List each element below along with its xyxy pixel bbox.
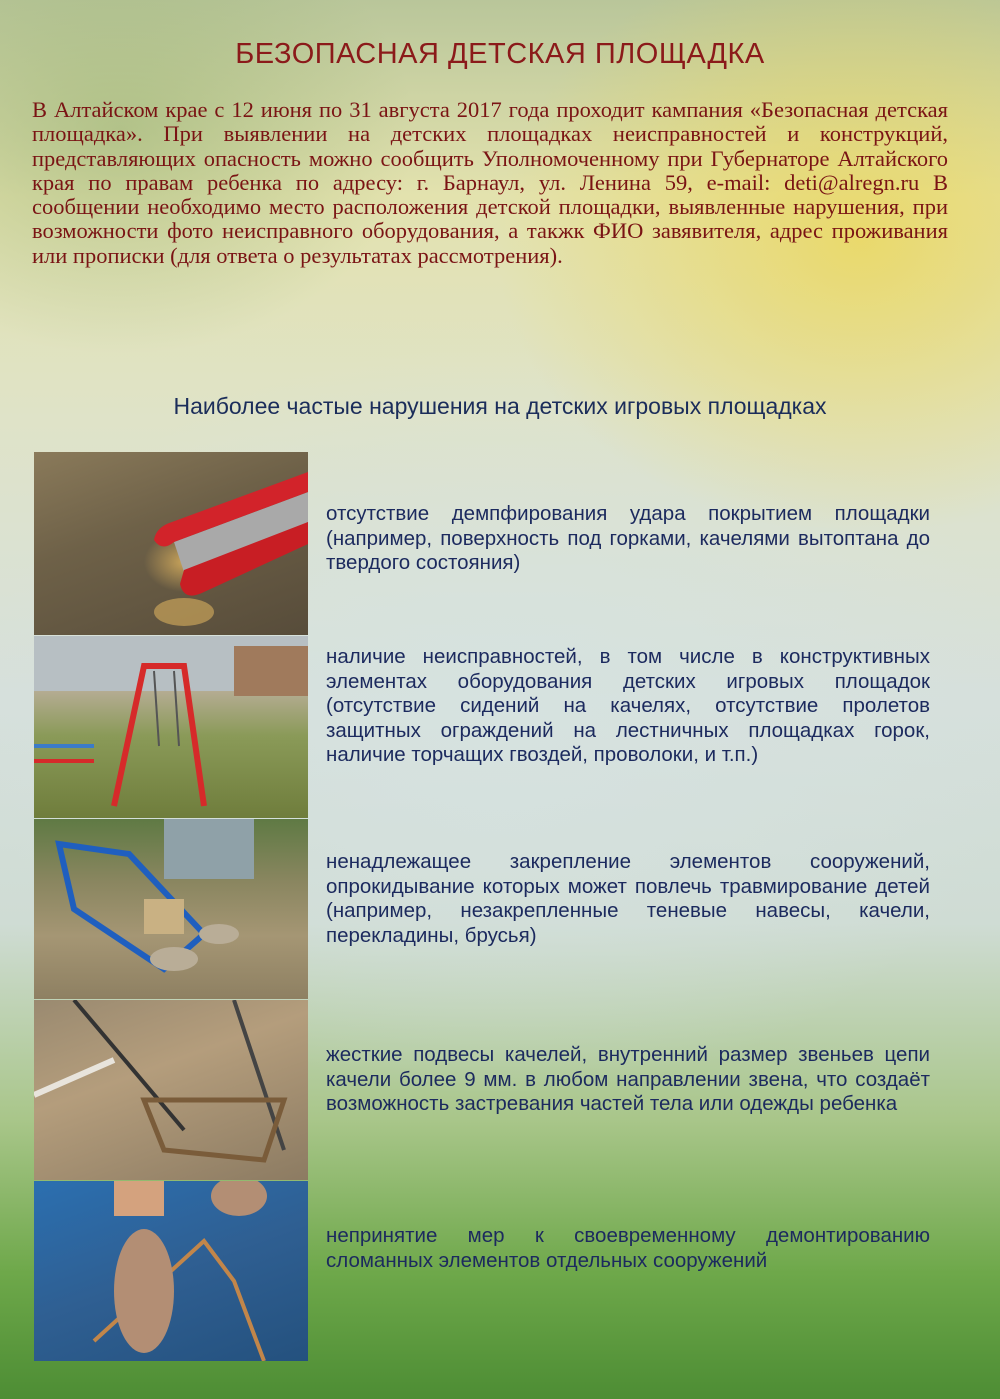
broken-surface-illustration [34,1181,308,1361]
violation-item-2: наличие неисправностей, в том числе в конструктивных элементах оборудования детских игровых площадок (отсутствие сидений на качелях, отсутствие пролетов защитных ограждений на лестничных площадках горок, наличие торчащих гвоздей, проволоки, и т.п.) [326,645,930,766]
photo-toppled-structure [34,819,308,999]
toppled-frame-illustration [34,819,308,999]
intro-paragraph [32,98,948,268]
photo-broken-surface [34,1181,308,1361]
photo-swing-missing-seats [34,636,308,818]
section-subtitle: Наиболее частые нарушения на детских игровых площадках [173,393,827,419]
violation-item-3: ненадлежащее закрепление элементов сооружений, опрокидывание которых может повлечь травмирование детей (например, незакрепленные теневые навесы, качели, перекладины, брусья) [326,850,930,947]
intro-text-start: В Алтайском крае с 12 июня по 31 августа 2017 года проходит кампания «Безопасная детская площадка». При выявлении на детских площадках неисправностей и конструкций, представляющих опасность можно сообщить Уполномоченному при Губернаторе Алтайского края по правам ребенка по адресу: г. Барнаул, ул. Ленина 59, e-mail: [32,97,948,195]
slide-illustration [34,452,308,635]
photo-slide-trampled-ground [34,452,308,635]
poster-title: БЕЗОПАСНАЯ ДЕТСКАЯ ПЛОЩАДКА [235,38,765,70]
violation-item-4: жесткие подвесы качелей, внутренний размер звеньев цепи качели более 9 мм. в любом направлении звена, что создаёт возможность застревания частей тела или одежды ребенка [326,1043,930,1115]
swing-hanger-illustration [34,1000,308,1180]
photo-rigid-swing-hangers [34,1000,308,1180]
email-link[interactable]: deti@alregn.ru [784,169,920,195]
violation-item-1: отсутствие демпфирования удара покрытием площадки (например, поверхность под горками, качелями вытоптана до твердого состояния) [326,502,930,574]
violation-item-5: непринятие мер к своевременному демонтированию сломанных элементов отдельных сооружений [326,1224,930,1272]
swing-illustration [34,636,308,818]
intro-text-end: В сообщении необходимо место расположения детской площадки, выявленные нарушения, при возможности фото неисправного оборудования, а такжк ФИО завявителя, адрес проживания или прописки (для ответа о результатах рассмотрения). [32,169,948,268]
